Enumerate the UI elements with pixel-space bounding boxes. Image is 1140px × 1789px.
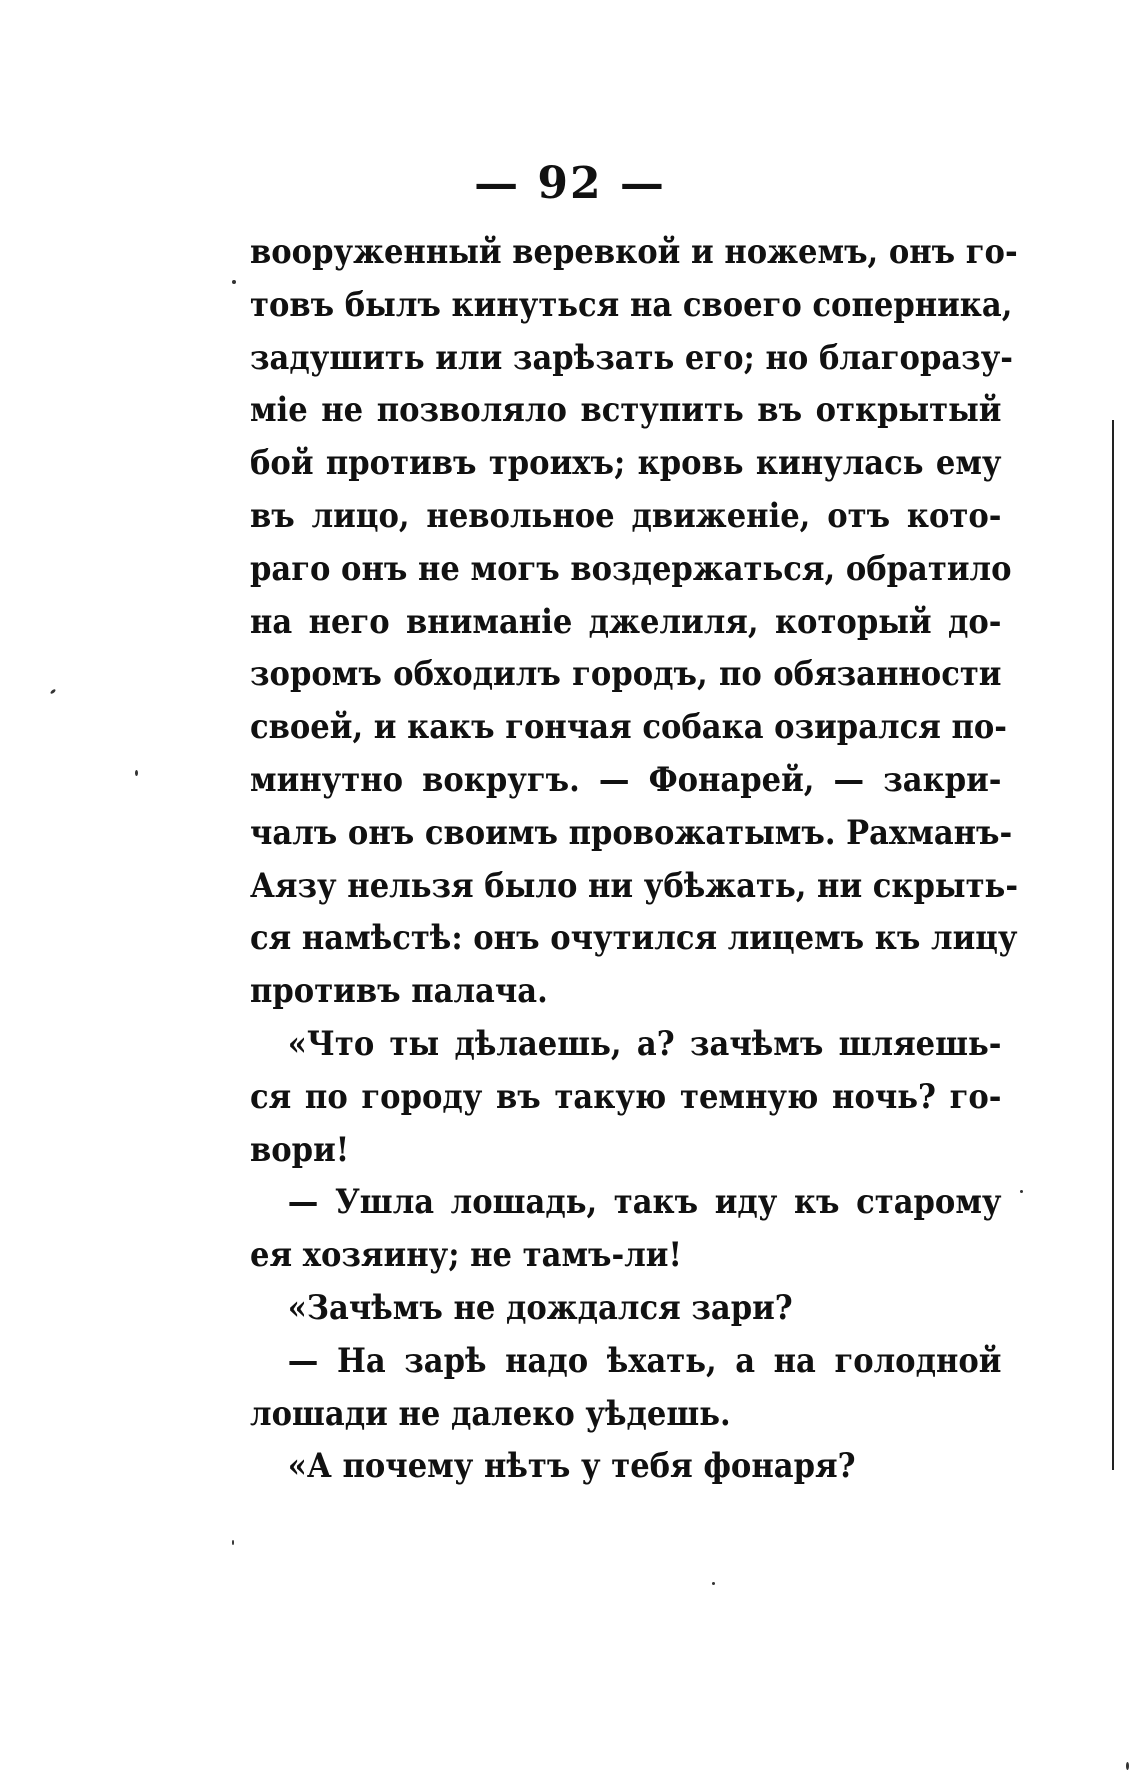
- text-line: бой противъ троихъ; кровь кинулась ему: [250, 443, 1002, 484]
- text-line: вооруженный веревкой и ножемъ, онъ го-: [250, 232, 1018, 272]
- text-line: «Что ты дѣлаешь, а? зачѣмъ шляешь-: [287, 1023, 1002, 1064]
- text-line: ея хозяину; не тамъ-ли!: [250, 1235, 682, 1276]
- text-line: своей, и какъ гончая собака озирался по-: [250, 707, 1008, 748]
- text-line: противъ палача.: [250, 971, 548, 1012]
- scan-speck: [712, 1582, 715, 1585]
- text-line: — Ушла лошадь, такъ иду къ старому: [287, 1182, 1002, 1223]
- text-line: Аязу нельзя было ни убѣжать, ни скрыть-: [250, 865, 1019, 906]
- scan-speck: [50, 688, 57, 694]
- text-line: на него вниманіе джелиля, который до-: [250, 601, 1002, 642]
- body-text: [250, 226, 1019, 1493]
- text-line: раго онъ не могъ воздержаться, обратило: [250, 548, 1012, 589]
- text-line: минутно вокругъ. — Фонарей, — закри-: [250, 759, 1002, 800]
- text-line: въ лицо, невольное движеніе, отъ кото-: [250, 495, 1002, 536]
- text-line: товъ былъ кинуться на своего соперника,: [250, 284, 1013, 325]
- scan-speck: [135, 770, 138, 776]
- text-line: лошади не далеко уѣдешь.: [250, 1393, 731, 1434]
- scan-speck: [232, 280, 236, 284]
- scan-speck: [1126, 1762, 1129, 1770]
- scan-speck: [232, 1540, 234, 1545]
- text-line: чалъ онъ своимъ провожатымъ. Рахманъ-: [250, 812, 1013, 853]
- page-edge-rule: [1112, 420, 1114, 1470]
- text-line: — На зарѣ надо ѣхать, а на голодной: [287, 1340, 1002, 1381]
- text-line: ся по городу въ такую темную ночь? го-: [250, 1076, 1002, 1117]
- text-line: «А почему нѣтъ у тебя фонаря?: [287, 1446, 856, 1487]
- text-line: зоромъ обходилъ городъ, по обязанности: [250, 654, 1002, 695]
- scan-speck: [1020, 1190, 1023, 1193]
- text-line: вори!: [250, 1129, 350, 1170]
- text-line: ся намѣстѣ: онъ очутился лицемъ къ лицу: [250, 918, 1018, 959]
- text-line: міе не позволяло вступить въ открытый: [250, 390, 1002, 431]
- text-line: «Зачѣмъ не дождался зари?: [287, 1287, 793, 1328]
- page-number: — 92 —: [474, 158, 666, 209]
- text-line: задушить или зарѣзать его; но благоразу-: [250, 337, 1013, 378]
